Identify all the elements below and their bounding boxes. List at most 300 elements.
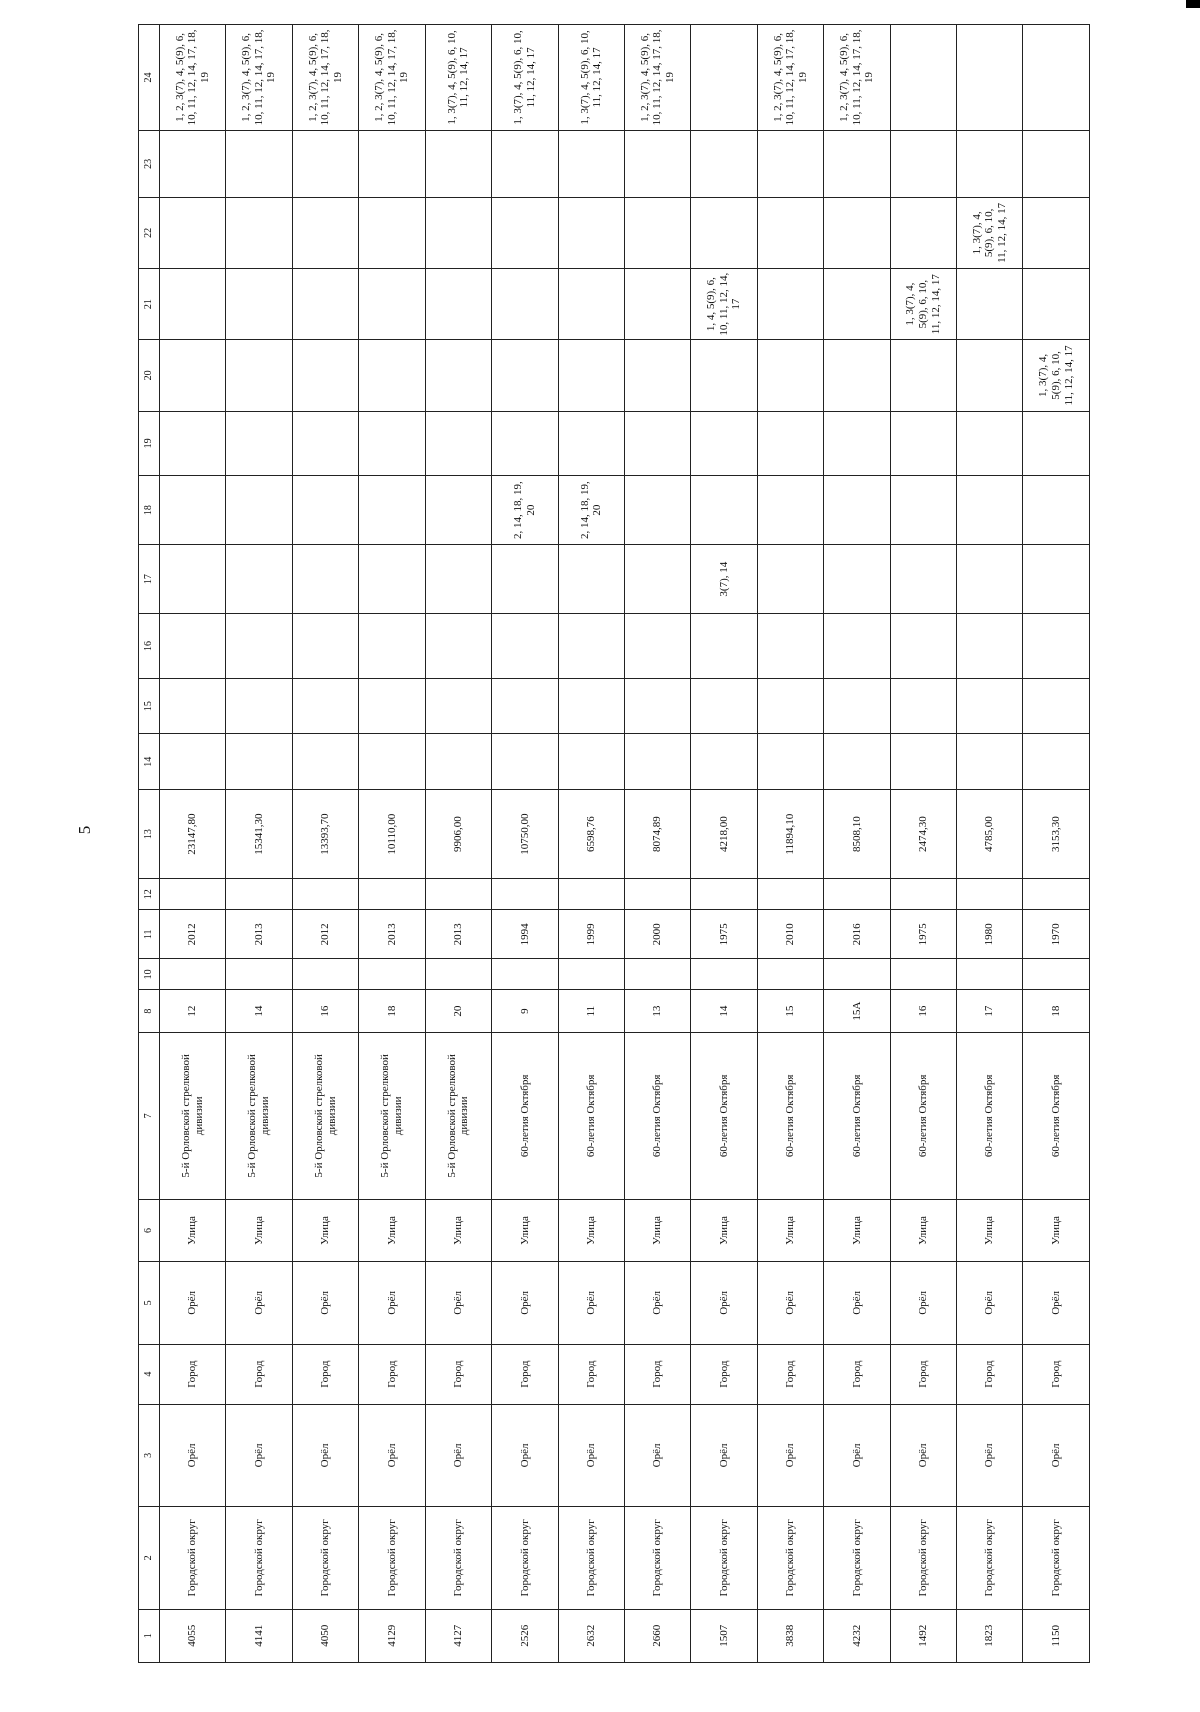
table-cell: 2474,30 <box>890 790 956 879</box>
table-cell <box>757 269 823 340</box>
table-cell <box>359 614 425 679</box>
table-row <box>558 25 624 1663</box>
table-cell <box>492 678 558 734</box>
table-cell <box>558 959 624 990</box>
table-cell <box>492 269 558 340</box>
table-cell: 23147,80 <box>160 790 226 879</box>
table-cell: 14 <box>691 990 757 1032</box>
table-cell <box>691 130 757 197</box>
table-cell <box>492 959 558 990</box>
table-cell: 18 <box>359 990 425 1032</box>
table-cell: Город <box>1023 1344 1090 1404</box>
table-cell <box>691 678 757 734</box>
table-cell: Улица <box>492 1199 558 1261</box>
table-cell <box>359 340 425 411</box>
table-cell: Городской округ <box>957 1507 1023 1609</box>
table-cell <box>359 678 425 734</box>
table-cell: 60-летия Октября <box>558 1032 624 1199</box>
table-cell <box>824 959 890 990</box>
table-cell: Улица <box>624 1199 690 1261</box>
table-cell: 1, 3(7), 4, 5(9), 6, 10, 11, 12, 14, 17 <box>425 25 491 131</box>
table-cell: 60-летия Октября <box>824 1032 890 1199</box>
table-cell: 4785,00 <box>957 790 1023 879</box>
column-header: 11 <box>139 910 160 959</box>
table-cell: 2, 14, 18, 19, 20 <box>558 476 624 545</box>
table-cell <box>160 879 226 910</box>
column-header: 15 <box>139 678 160 734</box>
table-cell: Орёл <box>558 1404 624 1506</box>
table-cell <box>558 340 624 411</box>
table-cell <box>957 25 1023 131</box>
table-cell <box>226 130 292 197</box>
table-cell <box>1023 130 1090 197</box>
table-cell <box>624 476 690 545</box>
column-header: 23 <box>139 130 160 197</box>
table-cell: 1975 <box>890 910 956 959</box>
table-cell <box>1023 545 1090 614</box>
table-cell <box>890 879 956 910</box>
table-cell <box>160 545 226 614</box>
table-cell <box>1023 25 1090 131</box>
table-cell <box>890 476 956 545</box>
table-cell: Орёл <box>757 1404 823 1506</box>
table-cell <box>558 734 624 790</box>
table-cell: 10750,00 <box>492 790 558 879</box>
table-cell: Городской округ <box>624 1507 690 1609</box>
table-cell <box>425 340 491 411</box>
table-cell <box>359 476 425 545</box>
table-cell <box>757 130 823 197</box>
table-cell: Орёл <box>160 1404 226 1506</box>
table-cell <box>160 476 226 545</box>
table-cell <box>359 411 425 476</box>
table-cell <box>425 411 491 476</box>
table-cell: 15А <box>824 990 890 1032</box>
table-cell <box>226 545 292 614</box>
table-cell: 2012 <box>160 910 226 959</box>
table-cell <box>292 545 358 614</box>
table-cell: 1, 3(7), 4, 5(9), 6, 10, 11, 12, 14, 17 <box>957 197 1023 268</box>
table-cell: 18 <box>1023 990 1090 1032</box>
table-cell <box>624 545 690 614</box>
column-header: 13 <box>139 790 160 879</box>
table-cell: Улица <box>226 1199 292 1261</box>
table-row <box>359 25 425 1663</box>
table-cell: 2013 <box>359 910 425 959</box>
column-header: 22 <box>139 197 160 268</box>
column-header: 17 <box>139 545 160 614</box>
table-cell: 16 <box>292 990 358 1032</box>
table-cell <box>492 545 558 614</box>
table-cell: Орёл <box>226 1404 292 1506</box>
column-header: 20 <box>139 340 160 411</box>
table-cell <box>425 476 491 545</box>
table-cell: 1, 3(7), 4, 5(9), 6, 10, 11, 12, 14, 17 <box>1023 340 1090 411</box>
column-header: 6 <box>139 1199 160 1261</box>
table-cell <box>1023 678 1090 734</box>
table-cell: 2526 <box>492 1609 558 1662</box>
table-cell: Городской округ <box>226 1507 292 1609</box>
table-row <box>824 25 890 1663</box>
table-cell: 8508,10 <box>824 790 890 879</box>
table-cell: Городской округ <box>359 1507 425 1609</box>
table-cell <box>292 879 358 910</box>
table-cell <box>757 411 823 476</box>
table-cell <box>691 734 757 790</box>
table-cell: Городской округ <box>824 1507 890 1609</box>
table-cell: 11 <box>558 990 624 1032</box>
table-cell: Орёл <box>492 1404 558 1506</box>
column-header: 2 <box>139 1507 160 1609</box>
table-cell <box>292 411 358 476</box>
table-cell: Городской округ <box>292 1507 358 1609</box>
table-cell: Орёл <box>957 1262 1023 1344</box>
table-cell <box>226 197 292 268</box>
table-cell <box>957 545 1023 614</box>
table-cell: 60-летия Октября <box>1023 1032 1090 1199</box>
table-cell: Орёл <box>691 1404 757 1506</box>
table-cell: 9906,00 <box>425 790 491 879</box>
table-cell <box>757 734 823 790</box>
table-cell <box>492 340 558 411</box>
table-cell <box>957 269 1023 340</box>
table-cell: 3153,30 <box>1023 790 1090 879</box>
table-cell <box>1023 734 1090 790</box>
table-cell: Город <box>691 1344 757 1404</box>
table-cell: 60-летия Октября <box>757 1032 823 1199</box>
table-cell <box>957 340 1023 411</box>
table-cell <box>824 734 890 790</box>
table-cell <box>226 734 292 790</box>
column-header: 10 <box>139 959 160 990</box>
table-cell <box>890 545 956 614</box>
table-cell: 5-й Орловской стрелковой дивизии <box>292 1032 358 1199</box>
table-cell <box>425 734 491 790</box>
table-cell: 4141 <box>226 1609 292 1662</box>
table-cell: Город <box>824 1344 890 1404</box>
table-cell: 1492 <box>890 1609 956 1662</box>
table-cell <box>1023 959 1090 990</box>
column-header: 8 <box>139 990 160 1032</box>
table-cell: Орёл <box>558 1262 624 1344</box>
table-cell: 5-й Орловской стрелковой дивизии <box>425 1032 491 1199</box>
table-cell: Улица <box>757 1199 823 1261</box>
table-cell: 1, 4, 5(9), 6, 10, 11, 12, 14, 17 <box>691 269 757 340</box>
table-cell <box>359 959 425 990</box>
table-cell <box>890 734 956 790</box>
table-cell: 1823 <box>957 1609 1023 1662</box>
table-cell <box>226 614 292 679</box>
table-cell: Орёл <box>359 1262 425 1344</box>
table-body <box>160 25 1090 1663</box>
table-cell: 2632 <box>558 1609 624 1662</box>
table-cell: 16 <box>890 990 956 1032</box>
table-cell: 1, 3(7), 4, 5(9), 6, 10, 11, 12, 14, 17 <box>558 25 624 131</box>
table-cell: 1150 <box>1023 1609 1090 1662</box>
table-cell <box>359 269 425 340</box>
table-cell: 2000 <box>624 910 690 959</box>
table-cell <box>226 340 292 411</box>
table-cell: Орёл <box>757 1262 823 1344</box>
column-header: 1 <box>139 1609 160 1662</box>
table-cell <box>691 197 757 268</box>
table-cell <box>359 130 425 197</box>
table-cell <box>292 678 358 734</box>
column-header: 21 <box>139 269 160 340</box>
table-cell: Улица <box>160 1199 226 1261</box>
table-cell <box>292 340 358 411</box>
table-cell <box>492 411 558 476</box>
table-cell <box>425 269 491 340</box>
table-cell: 5-й Орловской стрелковой дивизии <box>226 1032 292 1199</box>
table-row <box>425 25 491 1663</box>
table-cell: Орёл <box>226 1262 292 1344</box>
table-cell: Орёл <box>890 1404 956 1506</box>
table-cell <box>957 130 1023 197</box>
table-cell: Городской округ <box>425 1507 491 1609</box>
table-cell: Орёл <box>359 1404 425 1506</box>
table-cell <box>226 411 292 476</box>
table-cell: 1, 2, 3(7), 4, 5(9), 6, 10, 11, 12, 14, 17, 18, 19 <box>824 25 890 131</box>
table-cell <box>359 879 425 910</box>
table-cell: 1, 3(7), 4, 5(9), 6, 10, 11, 12, 14, 17 <box>890 269 956 340</box>
table-cell: 1999 <box>558 910 624 959</box>
table-cell <box>226 269 292 340</box>
column-header: 3 <box>139 1404 160 1506</box>
table-cell <box>824 614 890 679</box>
column-header: 24 <box>139 25 160 131</box>
table-cell: 60-летия Октября <box>957 1032 1023 1199</box>
table-cell <box>425 545 491 614</box>
table-cell: Городской округ <box>757 1507 823 1609</box>
table-cell: 15341,30 <box>226 790 292 879</box>
table-cell <box>824 411 890 476</box>
table-cell <box>160 269 226 340</box>
table-cell <box>757 879 823 910</box>
table-cell: 2660 <box>624 1609 690 1662</box>
table-cell: Орёл <box>492 1262 558 1344</box>
table-cell <box>890 411 956 476</box>
table-cell <box>425 879 491 910</box>
table-cell <box>160 340 226 411</box>
table-cell <box>160 678 226 734</box>
table-cell: 4129 <box>359 1609 425 1662</box>
table-row <box>292 25 358 1663</box>
table-cell <box>425 959 491 990</box>
column-header: 14 <box>139 734 160 790</box>
table-cell: Орёл <box>890 1262 956 1344</box>
table-cell: Городской округ <box>160 1507 226 1609</box>
table-cell: 4127 <box>425 1609 491 1662</box>
table-cell <box>160 197 226 268</box>
table-cell <box>226 879 292 910</box>
table-cell <box>558 411 624 476</box>
table-cell: 4232 <box>824 1609 890 1662</box>
table-cell <box>359 734 425 790</box>
table-cell: Улица <box>1023 1199 1090 1261</box>
table-cell <box>359 197 425 268</box>
table-cell: Городской округ <box>492 1507 558 1609</box>
table-cell <box>425 197 491 268</box>
table-cell <box>757 340 823 411</box>
table-row <box>160 25 226 1663</box>
table-cell: Улица <box>957 1199 1023 1261</box>
table-cell <box>824 197 890 268</box>
table-cell: Орёл <box>425 1262 491 1344</box>
table-row <box>757 25 823 1663</box>
table-cell <box>359 545 425 614</box>
table-cell <box>1023 476 1090 545</box>
table-cell <box>558 545 624 614</box>
table-cell <box>558 879 624 910</box>
table-cell <box>624 197 690 268</box>
table-cell <box>292 476 358 545</box>
table-cell <box>160 411 226 476</box>
table-cell <box>492 879 558 910</box>
table-cell <box>492 734 558 790</box>
table-cell <box>757 476 823 545</box>
table-cell <box>624 614 690 679</box>
table-cell: Улица <box>359 1199 425 1261</box>
table-cell: Город <box>624 1344 690 1404</box>
table-cell: 60-летия Октября <box>492 1032 558 1199</box>
table-cell: 2016 <box>824 910 890 959</box>
table-cell <box>757 545 823 614</box>
table-cell: Город <box>492 1344 558 1404</box>
table-cell <box>957 476 1023 545</box>
table-cell: Орёл <box>292 1262 358 1344</box>
column-header: 4 <box>139 1344 160 1404</box>
table-cell <box>160 959 226 990</box>
table-cell: 1, 2, 3(7), 4, 5(9), 6, 10, 11, 12, 14, 17, 18, 19 <box>226 25 292 131</box>
table-cell <box>160 614 226 679</box>
table-cell: Орёл <box>824 1262 890 1344</box>
table-row <box>890 25 956 1663</box>
table-cell: 2012 <box>292 910 358 959</box>
table-cell <box>292 734 358 790</box>
table-cell: 1, 2, 3(7), 4, 5(9), 6, 10, 11, 12, 14, 17, 18, 19 <box>292 25 358 131</box>
table-cell: 60-летия Октября <box>691 1032 757 1199</box>
table-cell: 4050 <box>292 1609 358 1662</box>
table-cell: Улица <box>292 1199 358 1261</box>
table-cell: Улица <box>558 1199 624 1261</box>
table-cell <box>691 879 757 910</box>
table-cell <box>757 959 823 990</box>
table-cell <box>292 130 358 197</box>
table-cell <box>624 130 690 197</box>
table-cell <box>226 959 292 990</box>
table-cell: Орёл <box>691 1262 757 1344</box>
table-cell: Город <box>359 1344 425 1404</box>
table-cell <box>558 130 624 197</box>
table-cell: 2013 <box>226 910 292 959</box>
table-cell: 6598,76 <box>558 790 624 879</box>
table-cell: Городской округ <box>558 1507 624 1609</box>
table-cell <box>691 476 757 545</box>
table-cell <box>226 678 292 734</box>
table-cell <box>890 678 956 734</box>
column-header: 18 <box>139 476 160 545</box>
table-cell: 4218,00 <box>691 790 757 879</box>
table-cell: 10110,00 <box>359 790 425 879</box>
table-cell: Город <box>425 1344 491 1404</box>
table-cell: 2, 14, 18, 19, 20 <box>492 476 558 545</box>
table-cell <box>1023 614 1090 679</box>
table-cell: Улица <box>425 1199 491 1261</box>
table-cell <box>824 678 890 734</box>
table-row <box>226 25 292 1663</box>
table-cell <box>691 25 757 131</box>
table-cell <box>957 879 1023 910</box>
table-cell <box>824 269 890 340</box>
column-header: 19 <box>139 411 160 476</box>
table-cell: 11894,10 <box>757 790 823 879</box>
table-cell: 17 <box>957 990 1023 1032</box>
table-cell <box>558 678 624 734</box>
table-cell: 3838 <box>757 1609 823 1662</box>
table-cell: 15 <box>757 990 823 1032</box>
table-cell <box>691 959 757 990</box>
table-cell: 1994 <box>492 910 558 959</box>
table-cell: 5-й Орловской стрелковой дивизии <box>359 1032 425 1199</box>
column-header: 16 <box>139 614 160 679</box>
table-cell: Улица <box>890 1199 956 1261</box>
table-cell: Орёл <box>624 1262 690 1344</box>
table-cell: 1, 2, 3(7), 4, 5(9), 6, 10, 11, 12, 14, 17, 18, 19 <box>624 25 690 131</box>
table-cell: 1, 2, 3(7), 4, 5(9), 6, 10, 11, 12, 14, 17, 18, 19 <box>359 25 425 131</box>
page-number: 5 <box>75 825 94 835</box>
table-cell: Город <box>957 1344 1023 1404</box>
column-header: 5 <box>139 1262 160 1344</box>
table-cell <box>624 269 690 340</box>
table-cell <box>957 734 1023 790</box>
table-cell <box>558 269 624 340</box>
table-cell: 1975 <box>691 910 757 959</box>
table-cell: 20 <box>425 990 491 1032</box>
table-cell: 13 <box>624 990 690 1032</box>
table-cell <box>425 678 491 734</box>
table-cell <box>757 678 823 734</box>
table-cell: Городской округ <box>890 1507 956 1609</box>
table-cell <box>292 269 358 340</box>
table-cell: 60-летия Октября <box>890 1032 956 1199</box>
table-cell: Улица <box>691 1199 757 1261</box>
table-cell <box>691 411 757 476</box>
table-cell: 14 <box>226 990 292 1032</box>
table-cell <box>558 197 624 268</box>
table-cell <box>691 614 757 679</box>
table-cell: 1970 <box>1023 910 1090 959</box>
table-cell <box>1023 879 1090 910</box>
table-cell: 5-й Орловской стрелковой дивизии <box>160 1032 226 1199</box>
table-cell: Город <box>226 1344 292 1404</box>
table-cell <box>624 678 690 734</box>
table-cell: Орёл <box>1023 1404 1090 1506</box>
table-cell <box>492 130 558 197</box>
table-cell: 1, 2, 3(7), 4, 5(9), 6, 10, 11, 12, 14, 17, 18, 19 <box>757 25 823 131</box>
table-cell <box>425 130 491 197</box>
table-row <box>492 25 558 1663</box>
table-cell <box>957 678 1023 734</box>
table-cell <box>757 197 823 268</box>
table-cell <box>624 340 690 411</box>
table-cell <box>492 614 558 679</box>
table-cell: 2010 <box>757 910 823 959</box>
table-cell: Орёл <box>624 1404 690 1506</box>
table-cell: Орёл <box>824 1404 890 1506</box>
table-cell <box>890 959 956 990</box>
table-cell <box>890 614 956 679</box>
